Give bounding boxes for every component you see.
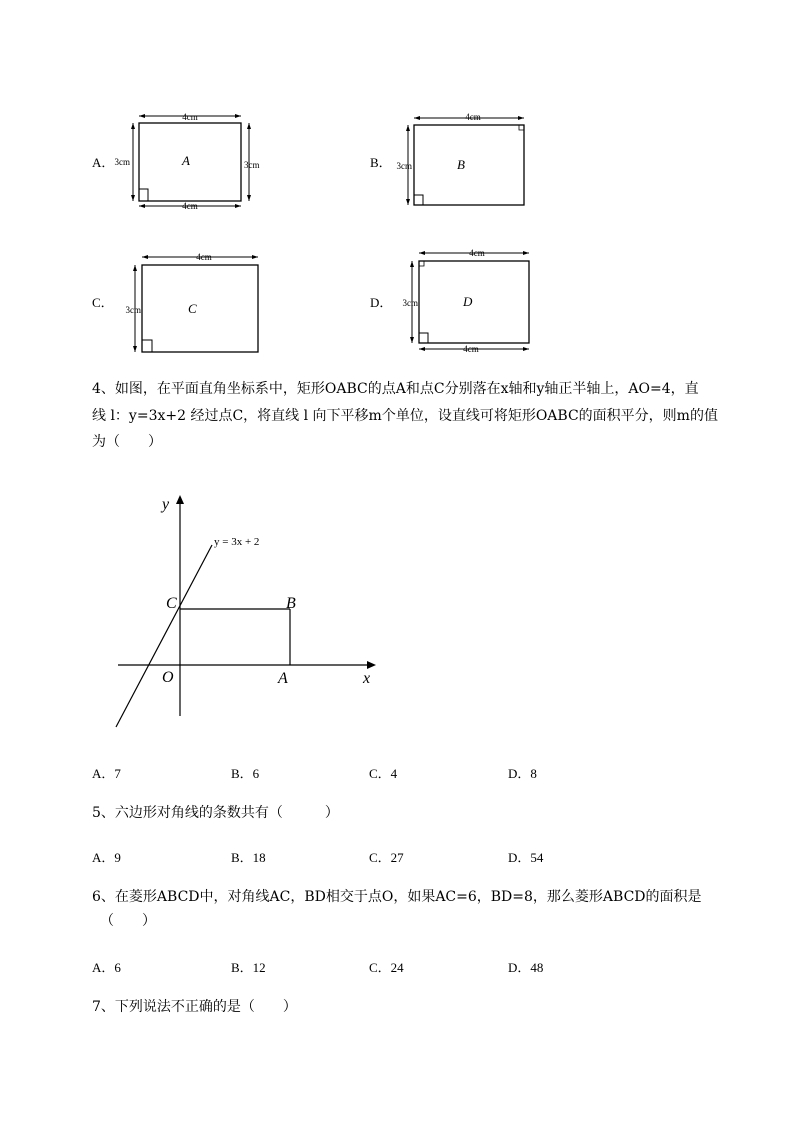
- a-right-label: 3cm: [244, 160, 260, 170]
- q4-choice-a: A．7: [92, 766, 121, 781]
- q5-text: 5、六边形对角线的条数共有（ ）: [92, 805, 339, 821]
- a-center-label: A: [182, 153, 190, 168]
- q4-choice-b: B．6: [231, 766, 260, 781]
- origin-label: O: [162, 669, 174, 686]
- q6-choice-c: C．24: [369, 960, 404, 975]
- q4-line-3: 为（ ）: [92, 434, 162, 450]
- point-b-label: B: [286, 595, 296, 612]
- c-left-label: 3cm: [125, 305, 141, 315]
- q4-choice-c: C．4: [369, 766, 398, 781]
- y-axis-label: y: [162, 496, 170, 513]
- rect-figure-b: [385, 105, 545, 215]
- coordinate-graph: [110, 490, 390, 735]
- q6-line-2: （ ）: [100, 913, 156, 929]
- point-a-label: A: [278, 670, 288, 687]
- line-equation-label: y = 3x + 2: [214, 536, 260, 548]
- q7-text: 7、下列说法不正确的是（ ）: [92, 999, 297, 1015]
- d-top-label: 4cm: [469, 248, 485, 258]
- rect-figure-d: [385, 243, 545, 358]
- d-left-label: 3cm: [402, 298, 418, 308]
- d-center-label: D: [463, 294, 473, 309]
- q6-choice-b: B．12: [231, 960, 266, 975]
- option-a-letter: A．: [92, 155, 115, 170]
- a-bottom-label: 4cm: [182, 201, 198, 211]
- rect-figure-a: [110, 105, 280, 215]
- d-bottom-label: 4cm: [463, 344, 479, 354]
- c-top-label: 4cm: [196, 252, 212, 262]
- b-top-label: 4cm: [465, 112, 481, 122]
- q4-line-2: 线 l：y=3x+2 经过点C，将直线 l 向下平移m个单位，设直线可将矩形OABC的面积平分，则m的值: [92, 408, 718, 424]
- a-left-label: 3cm: [114, 157, 130, 167]
- q4-line-1: 4、如图，在平面直角坐标系中，矩形OABC的点A和点C分别落在x轴和y轴正半轴上，AO=4，直: [92, 381, 699, 397]
- option-d-letter: D．: [370, 295, 393, 310]
- q6-choice-a: A．6: [92, 960, 121, 975]
- c-center-label: C: [188, 301, 197, 316]
- a-top-label: 4cm: [182, 112, 198, 122]
- point-c-label: C: [166, 595, 177, 612]
- option-b-letter: B．: [370, 155, 392, 170]
- option-c-letter: C．: [92, 295, 114, 310]
- b-center-label: B: [457, 157, 465, 172]
- q5-choice-c: C．27: [369, 850, 404, 865]
- q5-choice-a: A．9: [92, 850, 121, 865]
- b-left-label: 3cm: [396, 161, 412, 171]
- q6-choice-d: D．48: [508, 960, 544, 975]
- rect-figure-c: [110, 245, 280, 360]
- q6-line-1: 6、在菱形ABCD中，对角线AC，BD相交于点O，如果AC=6，BD=8，那么菱形ABCD的面积是: [92, 889, 702, 905]
- q5-choice-d: D．54: [508, 850, 544, 865]
- q5-choice-b: B．18: [231, 850, 266, 865]
- q4-choice-d: D．8: [508, 766, 537, 781]
- x-axis-label: x: [363, 670, 371, 687]
